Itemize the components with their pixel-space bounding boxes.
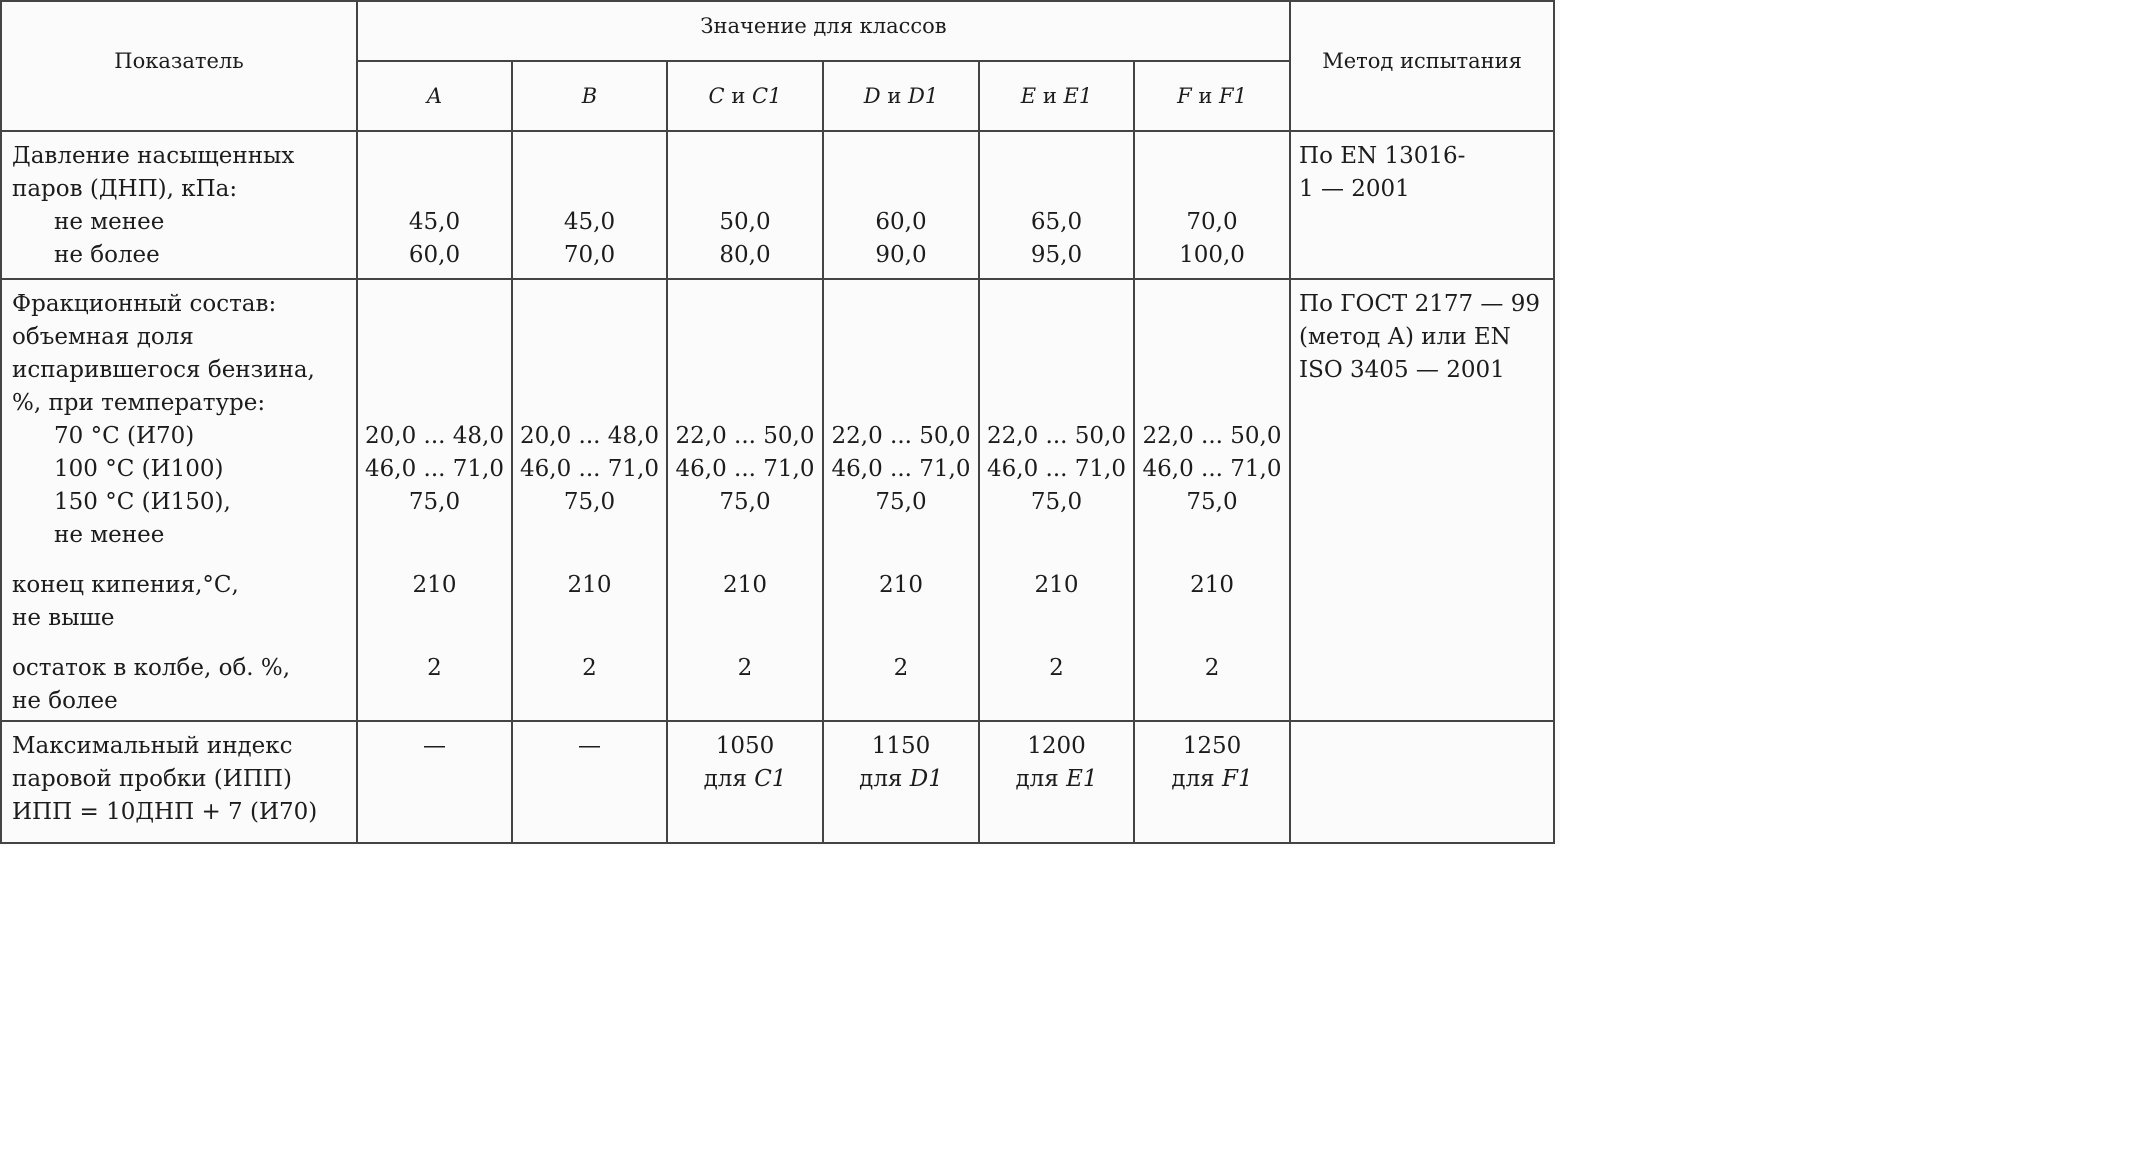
cell-frac-c: [667, 279, 823, 721]
value: 210: [723, 572, 767, 598]
indicator-sub-line: 100 °С (И100): [54, 456, 224, 482]
value: 2: [1049, 655, 1064, 681]
indicator-line: Давление насыщенных: [12, 143, 295, 169]
value: 95,0: [1030, 242, 1083, 268]
class-label: E: [1020, 84, 1037, 108]
header-method-text: Метод испытания: [1322, 49, 1522, 73]
value: 80,0: [719, 242, 771, 268]
cell-ipp-f: [1134, 721, 1290, 843]
class-label: C: [708, 84, 725, 108]
header-indicator-text: Показатель: [114, 49, 244, 73]
class-label: F1: [1219, 84, 1247, 108]
value: 1250: [1182, 733, 1242, 759]
indicator-vapor-pressure: [1, 131, 357, 279]
value: 90,0: [875, 242, 927, 268]
class-label: E1: [1063, 84, 1093, 108]
value: 60,0: [875, 209, 927, 235]
value: 70,0: [1186, 209, 1238, 235]
indicator-fractional-composition: [1, 279, 357, 721]
value: 1150: [871, 733, 931, 759]
value: 210: [1034, 572, 1079, 598]
value: 46,0 ... 71,0: [987, 456, 1126, 482]
row-vapor-lock-index: [1, 721, 1554, 843]
indicator-line: испарившегося бензина,: [12, 357, 315, 383]
value: 1050: [715, 733, 775, 759]
value: 210: [879, 572, 923, 598]
header-class-d: [823, 61, 979, 131]
cell-dnp-d: [823, 131, 979, 279]
indicator-vapor-lock-index: [1, 721, 357, 843]
cell-dnp-c: [667, 131, 823, 279]
value: —: [423, 733, 446, 759]
indicator-line: %, при температуре:: [12, 390, 266, 416]
header-values-group-text: Значение для классов: [700, 14, 947, 38]
cell-dnp-b: [512, 131, 667, 279]
value: 65,0: [1030, 209, 1083, 235]
value: 45,0: [563, 209, 616, 235]
value: 45,0: [408, 209, 461, 235]
cell-frac-b: [512, 279, 667, 721]
class-and: и: [731, 84, 746, 108]
cell-frac-f: [1134, 279, 1290, 721]
value: 22,0 ... 50,0: [675, 423, 815, 449]
value: 22,0 ... 50,0: [1142, 423, 1282, 449]
cell-frac-a: [357, 279, 512, 721]
header-class-b: [512, 61, 667, 131]
value: 75,0: [875, 489, 927, 515]
method-line: 1 — 2001: [1299, 176, 1410, 202]
indicator-sub-line: 70 °С (И70): [54, 423, 195, 449]
header-method: [1290, 1, 1554, 131]
indicator-line: ИПП = 10ДНП + 7 (И70): [12, 799, 318, 825]
indicator-sub-line: не менее: [54, 522, 165, 548]
value: 100,0: [1179, 242, 1245, 268]
header-class-e: [979, 61, 1134, 131]
indicator-line: не более: [12, 688, 118, 714]
header-class-a: [357, 61, 512, 131]
value: 46,0 ... 71,0: [365, 456, 504, 482]
class-label: C1: [752, 84, 782, 108]
value: 210: [567, 572, 612, 598]
method-line: ISO 3405 — 2001: [1299, 357, 1505, 383]
indicator-line: Максимальный индекс: [12, 733, 293, 759]
value: 20,0 ... 48,0: [365, 423, 504, 449]
class-label: A: [426, 84, 443, 108]
value-class: D1: [909, 766, 943, 792]
indicator-line: паровой пробки (ИПП): [12, 766, 292, 792]
value-note: для: [859, 766, 903, 792]
value: 75,0: [1030, 489, 1083, 515]
indicator-line: остаток в колбе, об. %,: [12, 655, 291, 681]
value: 20,0 ... 48,0: [520, 423, 659, 449]
cell-ipp-d: [823, 721, 979, 843]
method-vapor-pressure: [1290, 131, 1554, 279]
value-class: E1: [1066, 766, 1098, 792]
class-label: B: [581, 84, 598, 108]
class-label: D: [863, 84, 881, 108]
indicator-sub-line: не более: [54, 242, 160, 268]
value: 70,0: [563, 242, 616, 268]
row-fractional-composition: [1, 279, 1554, 721]
header-class-f: [1134, 61, 1290, 131]
value: 46,0 ... 71,0: [520, 456, 659, 482]
value: 210: [1190, 572, 1234, 598]
indicator-line: конец кипения,°С,: [12, 572, 239, 598]
value: 22,0 ... 50,0: [987, 423, 1126, 449]
cell-dnp-e: [979, 131, 1134, 279]
value-class: F1: [1222, 766, 1253, 792]
value: 46,0 ... 71,0: [1142, 456, 1282, 482]
header-values-group: [357, 1, 1290, 61]
method-line: По EN 13016-: [1299, 143, 1466, 169]
indicator-line: Фракционный состав:: [12, 291, 277, 317]
value-note: для: [1015, 766, 1059, 792]
value: 75,0: [719, 489, 771, 515]
value: 2: [737, 655, 753, 681]
indicator-sub-line: 150 °С (И150),: [54, 489, 231, 515]
indicator-line: не выше: [12, 605, 115, 631]
value: 75,0: [1186, 489, 1238, 515]
method-line: По ГОСТ 2177 — 99: [1299, 291, 1541, 317]
value: 2: [582, 655, 597, 681]
value: 75,0: [408, 489, 461, 515]
header-class-c: [667, 61, 823, 131]
cell-ipp-c: [667, 721, 823, 843]
value: 2: [893, 655, 909, 681]
value: 22,0 ... 50,0: [831, 423, 971, 449]
value: 50,0: [719, 209, 771, 235]
cell-ipp-e: [979, 721, 1134, 843]
row-vapor-pressure: [1, 131, 1554, 279]
indicator-line: объемная доля: [12, 324, 194, 350]
method-line: (метод А) или EN: [1299, 324, 1511, 350]
cell-ipp-a: [357, 721, 512, 843]
value: 60,0: [408, 242, 461, 268]
class-and: и: [1042, 84, 1057, 108]
value-note: для: [703, 766, 747, 792]
value: 75,0: [563, 489, 616, 515]
cell-dnp-f: [1134, 131, 1290, 279]
indicator-line: паров (ДНП), кПа:: [12, 176, 238, 202]
value: 2: [427, 655, 442, 681]
class-label: F: [1177, 84, 1192, 108]
value: 2: [1204, 655, 1220, 681]
value-class: C1: [754, 766, 787, 792]
method-fractional-composition: [1290, 279, 1554, 721]
cell-frac-e: [979, 279, 1134, 721]
value: 46,0 ... 71,0: [831, 456, 971, 482]
indicator-sub-line: не менее: [54, 209, 165, 235]
value: 1200: [1027, 733, 1086, 759]
cell-ipp-b: [512, 721, 667, 843]
value: —: [578, 733, 601, 759]
value-note: для: [1171, 766, 1215, 792]
cell-dnp-a: [357, 131, 512, 279]
class-label: D1: [908, 84, 939, 108]
cell-frac-d: [823, 279, 979, 721]
value: 210: [412, 572, 457, 598]
class-and: и: [1198, 84, 1213, 108]
class-and: и: [887, 84, 902, 108]
header-indicator: [1, 1, 357, 131]
value: 46,0 ... 71,0: [675, 456, 815, 482]
method-vapor-lock-index: [1290, 721, 1554, 843]
